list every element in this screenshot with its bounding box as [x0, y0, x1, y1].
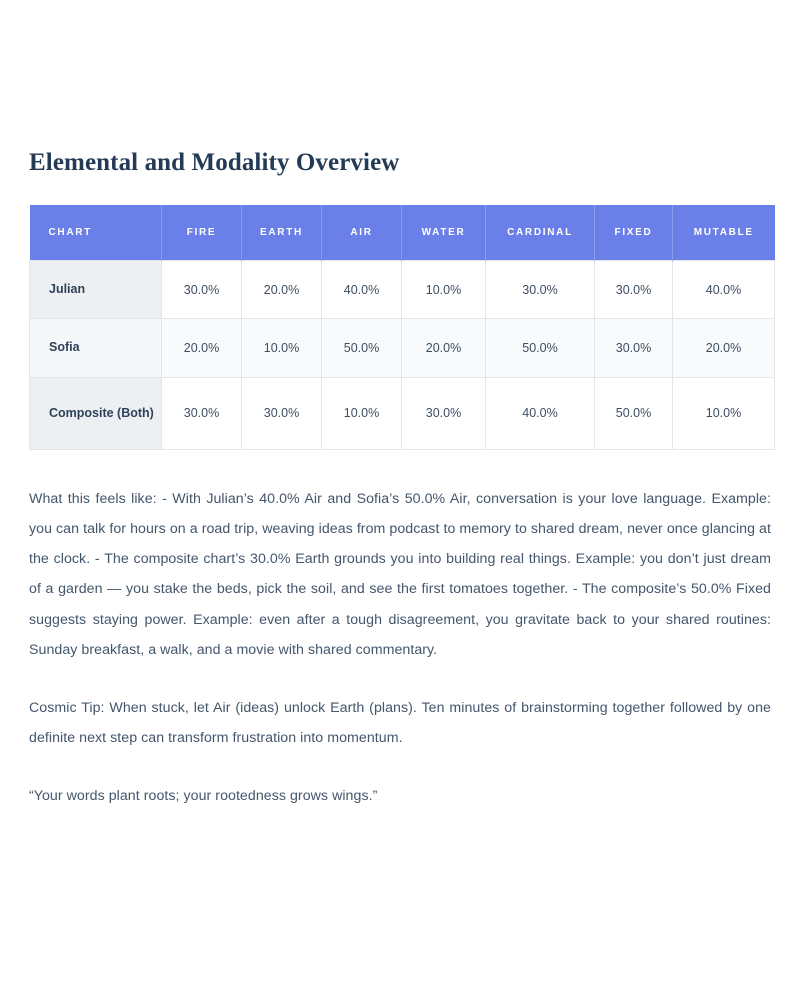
cell-fire: 20.0%	[162, 319, 242, 377]
body-copy	[29, 484, 771, 811]
cell-fixed: 50.0%	[595, 377, 673, 449]
paragraph-quote: “Your words plant roots; your rootedness grows wings.”	[29, 788, 378, 804]
cell-mutable: 20.0%	[673, 319, 775, 377]
cell-mutable: 10.0%	[673, 377, 775, 449]
cell-water: 20.0%	[402, 319, 486, 377]
column-header-water: WATER	[402, 205, 486, 261]
cell-cardinal: 40.0%	[486, 377, 595, 449]
column-header-chart: CHART	[30, 205, 162, 261]
elemental-modality-table-wrapper	[29, 205, 771, 450]
cell-air: 10.0%	[322, 377, 402, 449]
cell-water: 30.0%	[402, 377, 486, 449]
table-row	[30, 261, 775, 319]
cell-earth: 20.0%	[242, 261, 322, 319]
cell-air: 50.0%	[322, 319, 402, 377]
cell-cardinal: 50.0%	[486, 319, 595, 377]
table-body	[30, 261, 775, 450]
cell-cardinal: 30.0%	[486, 261, 595, 319]
cell-earth: 10.0%	[242, 319, 322, 377]
table-row	[30, 319, 775, 377]
table-header-row	[30, 205, 775, 261]
cell-fixed: 30.0%	[595, 319, 673, 377]
column-header-air: AIR	[322, 205, 402, 261]
cell-mutable: 40.0%	[673, 261, 775, 319]
cell-air: 40.0%	[322, 261, 402, 319]
row-label: Julian	[30, 261, 162, 319]
column-header-cardinal: CARDINAL	[486, 205, 595, 261]
cell-water: 10.0%	[402, 261, 486, 319]
paragraph-what-this-feels-like: What this feels like: - With Julian’s 40.0% Air and Sofia’s 50.0% Air, conversation is your love language. Example: you can talk for hours on a road trip, weaving ideas from podcast to memory to shared dream, never once glancing at the clock. - The composite chart’s 30.0% Earth grounds you into building real things. Example: you don’t just dream of a garden — you stake the beds, pick the soil, and see the first tomatoes together. - The composite’s 50.0% Fixed suggests staying power. Example: even after a tough disagreement, you gravitate back to your shared routines: Sunday breakfast, a walk, and a movie with shared commentary.	[29, 491, 771, 658]
table-row	[30, 377, 775, 449]
row-label: Composite (Both)	[30, 377, 162, 449]
paragraph-cosmic-tip: Cosmic Tip: When stuck, let Air (ideas) unlock Earth (plans). Ten minutes of brainstorming together followed by one definite next step can transform frustration into momentum.	[29, 699, 771, 746]
cell-earth: 30.0%	[242, 377, 322, 449]
column-header-fire: FIRE	[162, 205, 242, 261]
cell-fire: 30.0%	[162, 377, 242, 449]
column-header-earth: EARTH	[242, 205, 322, 261]
column-header-mutable: MUTABLE	[673, 205, 775, 261]
table-header	[30, 205, 775, 261]
row-label: Sofia	[30, 319, 162, 377]
cell-fire: 30.0%	[162, 261, 242, 319]
page-title: Elemental and Modality Overview	[29, 149, 400, 176]
elemental-modality-table	[29, 205, 775, 450]
column-header-fixed: FIXED	[595, 205, 673, 261]
cell-fixed: 30.0%	[595, 261, 673, 319]
